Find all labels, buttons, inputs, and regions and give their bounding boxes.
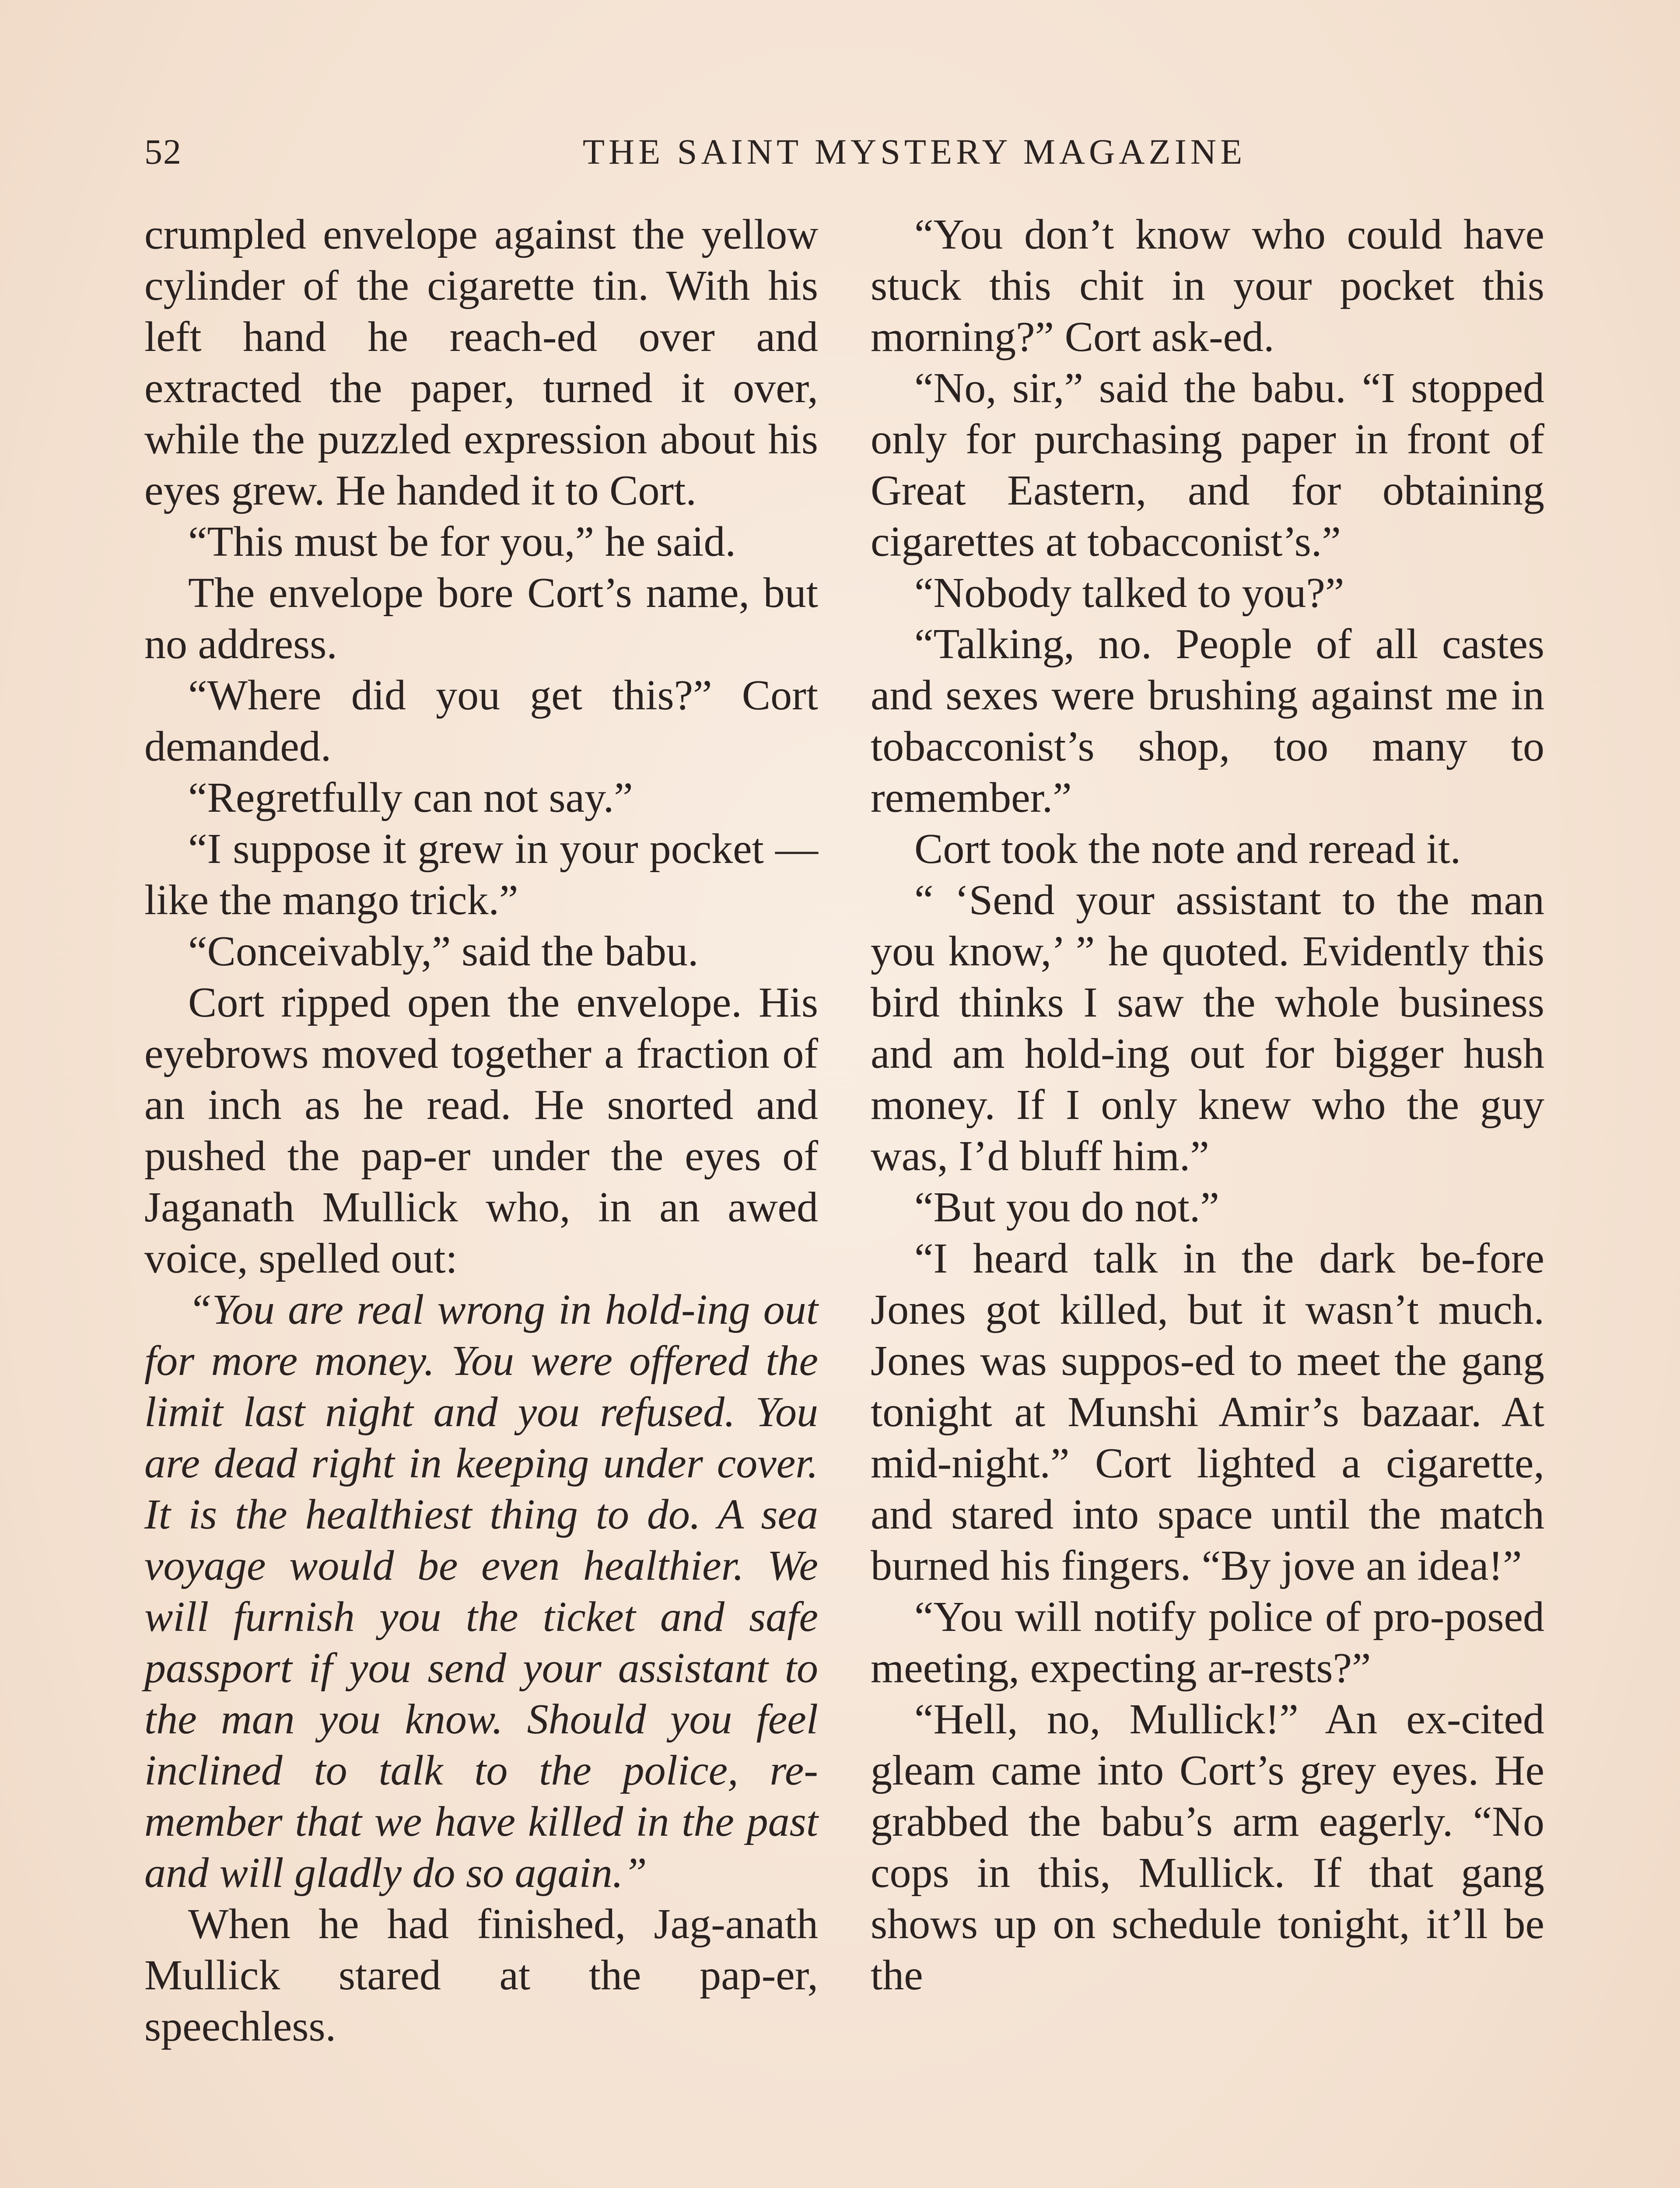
page-number: 52 (144, 132, 182, 172)
paragraph: “This must be for you,” he said. (188, 518, 736, 565)
paragraph: “Regretfully can not say.” (188, 774, 633, 821)
text-column-right (871, 209, 1544, 2001)
paragraph: Cort took the note and reread it. (914, 825, 1461, 873)
paragraph: “I suppose it grew in your pocket — like the mango trick.” (144, 825, 818, 924)
paragraph: When he had finished, Jag-anath Mullick stared at the pap-er, speechless. (144, 1900, 818, 2050)
paragraph: “Talking, no. People of all castes and sexes were brushing against me in tobacconist’s shop, too many to remember.” (871, 621, 1544, 821)
paragraph: “Conceivably,” said the babu. (188, 928, 699, 975)
paragraph: The envelope bore Cort’s name, but no address. (144, 569, 818, 668)
running-title: THE SAINT MYSTERY MAGAZINE (582, 132, 1246, 172)
paragraph: “You don’t know who could have stuck this chit in your pocket this morning?” Cort ask-ed. (871, 211, 1544, 361)
paragraph: “ ‘Send your assistant to the man you know,’ ” he quoted. Evidently this bird thinks I saw the whole business and am hold-ing out for bigger hush money. If I only knew who the guy was, I’d bluff him.” (871, 877, 1544, 1180)
paragraph: Cort ripped open the envelope. His eyebrows moved together a fraction of an inch as he read. He snorted and pushed the pap-er under the eyes of Jaganath Mullick who, in an awed voice, spelled out: (144, 979, 818, 1282)
paragraph: “I heard talk in the dark be-fore Jones got killed, but it wasn’t much. Jones was suppos-ed to meet the gang tonight at Munshi Amir’s bazaar. At mid-night.” Cort lighted a cigarette, and stared into space until the match burned his fingers. “By jove an idea!” (871, 1235, 1544, 1589)
paragraph: “Nobody talked to you?” (914, 569, 1344, 617)
paragraph: “Where did you get this?” Cort demanded. (144, 672, 818, 770)
paragraph: “But you do not.” (914, 1184, 1219, 1231)
paragraph: “You are real wrong in hold-ing out for more money. You were offered the limit last night and you refused. You are dead right in keeping under cover. It is the healthiest thing to do. A sea voyage would be even healthier. We will furnish you the ticket and safe passport if you send your assistant to the man you know. Should you feel inclined to talk to the police, re-member that we have killed in the past and will gladly do so again.” (144, 1286, 818, 1897)
paragraph: crumpled envelope against the yellow cylinder of the cigarette tin. With his left hand he reach-ed over and extracted the paper, turned it over, while the puzzled expression about his eyes grew. He handed it to Cort. (144, 211, 818, 514)
page-header (144, 131, 1553, 179)
paragraph: “You will notify police of pro-posed meeting, expecting ar-rests?” (871, 1593, 1544, 1692)
paragraph: “No, sir,” said the babu. “I stopped only for purchasing paper in front of Great Eastern, and for obtaining cigarettes at tobacconist’s.” (871, 365, 1544, 565)
text-column-left (144, 209, 818, 2052)
paragraph: “Hell, no, Mullick!” An ex-cited gleam came into Cort’s grey eyes. He grabbed the babu’s arm eagerly. “No cops in this, Mullick. If that gang shows up on schedule tonight, it’ll be the (871, 1696, 1544, 1999)
